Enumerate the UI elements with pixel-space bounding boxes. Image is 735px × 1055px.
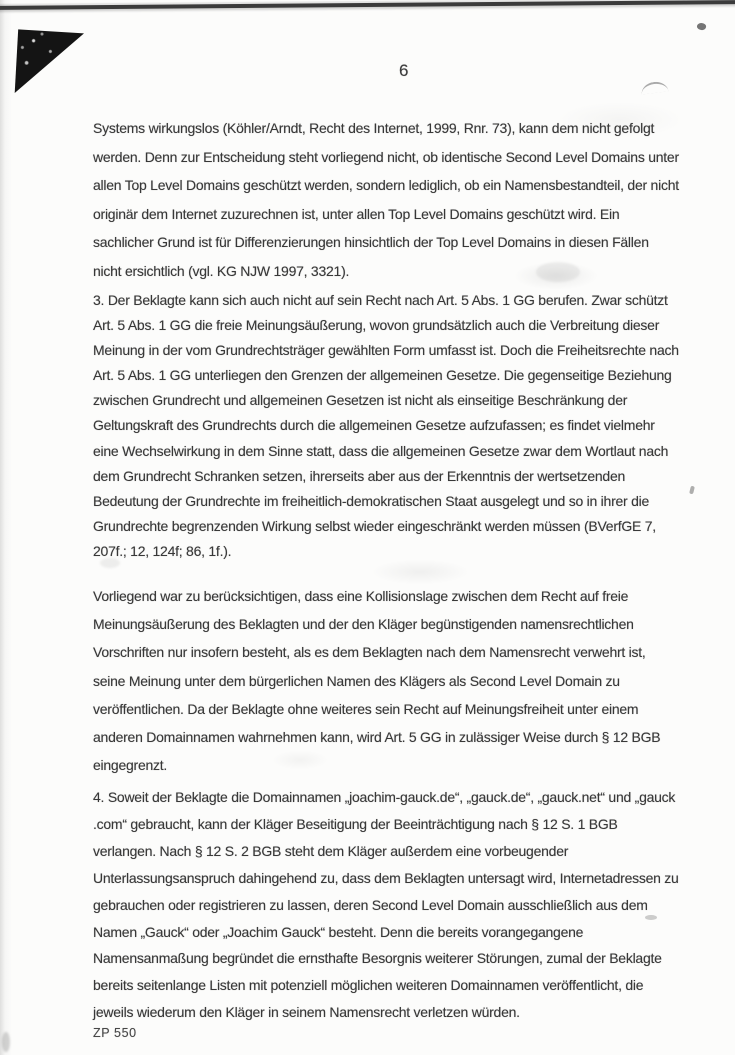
text-line: Meinung in der vom Grundrechtsträger gewählten Form umfasst ist. Doch die Freiheitsrechte nach (93, 342, 679, 359)
text-line: werden. Denn zur Entscheidung steht vorliegend nicht, ob identische Second Level Domains unter (93, 148, 679, 165)
text-line: anderen Domainnamen wahrnehmen kann, wird Art. 5 GG in zulässiger Weise durch § 12 BGB (93, 729, 661, 746)
page-number: 6 (399, 61, 409, 80)
text-line: zwischen Grundrecht und allgemeinen Gesetzen ist nicht als einseitige Beschränkung der (93, 392, 628, 409)
paragraph-domainnamen-anspruch (93, 784, 733, 1026)
text-line: Meinungsäußerung des Beklagten und der den Kläger begünstigenden namensrechtlichen (93, 616, 634, 633)
text-line: seine Meinung unter dem bürgerlichen Namen des Klägers als Second Level Domain zu (93, 672, 620, 689)
text-line: Art. 5 Abs. 1 GG unterliegen den Grenzen der allgemeinen Gesetze. Die gegenseitige Beziehung (93, 367, 672, 384)
text-line: 4. Soweit der Beklagte die Domainnamen „joachim-gauck.de“, „gauck.de“, „gauck.net“ und „gauck (93, 789, 676, 805)
ink-speck (696, 22, 707, 31)
text-line: eine Wechselwirkung in dem Sinne statt, dass die allgemeinen Gesetze zwar dem Wortlaut nach (93, 442, 669, 459)
text-line: Systems wirkungslos (Köhler/Arndt, Recht des Internet, 1999, Rnr. 73), kann dem nicht gefolgt (93, 120, 655, 136)
text-line: bereits seitenlange Listen mit potenziell möglichen weiteren Domainnamen veröffentlicht, die (93, 977, 644, 994)
text-line: nicht ersichtlich (vgl. KG NJW 1997, 3321). (93, 262, 350, 279)
text-line: allen Top Level Domains geschützt werden, sondern lediglich, ob ein Namensbestandteil, der nicht (93, 177, 679, 194)
text-line: gebrauchen oder registrieren zu lassen, deren Second Level Domain ausschließlich aus dem (93, 896, 648, 913)
text-line: Art. 5 Abs. 1 GG die freie Meinungsäußerung, wovon grundsätzlich auch die Verbreitung dieser (93, 317, 660, 334)
text-line: verlangen. Nach § 12 S. 2 BGB steht dem Kläger außerdem eine vorbeugender (93, 842, 569, 859)
corner-ink-triangle (14, 26, 84, 93)
scan-smudge (2, 1032, 10, 1052)
text-line: jeweils wiederum den Kläger in seinem Namensrecht verletzen würden. (93, 1004, 520, 1021)
text-line: veröffentlichen. Da der Beklagte ohne weiteres sein Recht auf Meinungsfreiheit unter einem (93, 700, 639, 717)
form-code: ZP 550 (93, 1026, 137, 1040)
paragraph-top-level-domains (93, 114, 733, 286)
text-line: dem Grundrecht Schranken setzen, ihrerseits aber aus der Erkenntnis der wertsetzenden (93, 467, 626, 484)
text-line: 3. Der Beklagte kann sich auch nicht auf sein Recht nach Art. 5 Abs. 1 GG berufen. Zwar schützt (93, 292, 668, 308)
text-line: Vorliegend war zu berücksichtigen, dass eine Kollisionslage zwischen dem Recht auf freie (93, 588, 629, 604)
text-line: Geltungskraft des Grundrechts durch die allgemeinen Gesetze aufzufassen; es findet vielmehr (93, 417, 655, 434)
text-line: .com“ gebraucht, kann der Kläger Beseitigung der Beeinträchtigung nach § 12 S. 1 BGB (93, 815, 618, 832)
text-line: eingegrenzt. (93, 757, 168, 774)
text-line: 207f.; 12, 124f; 86, 1f.). (93, 542, 232, 559)
paragraph-kollisionslage (93, 582, 733, 779)
paragraph-art5-gg (93, 288, 733, 564)
text-line: originär dem Internet zuzurechnen ist, unter allen Top Level Domains geschützt wird. Ein (93, 205, 620, 222)
text-line: sachlicher Grund ist für Differenzierungen hinsichtlich der Top Level Domains in diesen Fällen (93, 234, 649, 251)
text-line: Vorschriften nur insofern besteht, als es dem Beklagten nach dem Namensrecht verwehrt ist, (93, 644, 646, 661)
text-line: Bedeutung der Grundrechte im freiheitlich-demokratischen Staat ausgelegt und so in ihrer die (93, 492, 649, 509)
text-line: Namen „Gauck“ oder „Joachim Gauck“ besteht. Denn die bereits vorangegangene (93, 923, 584, 940)
scan-edge-line (0, 0, 735, 10)
text-line: Namensanmaßung begründet die ernsthafte Besorgnis weiterer Störungen, zumal der Beklagte (93, 950, 662, 967)
text-line: Grundrechte begrenzenden Wirkung selbst wieder eingeschränkt werden müssen (BVerfGE 7, (93, 517, 656, 534)
text-line: Unterlassungsanspruch dahingehend zu, dass dem Beklagten untersagt wird, Internetadressen zu (93, 869, 679, 886)
ink-squiggle (640, 80, 668, 94)
